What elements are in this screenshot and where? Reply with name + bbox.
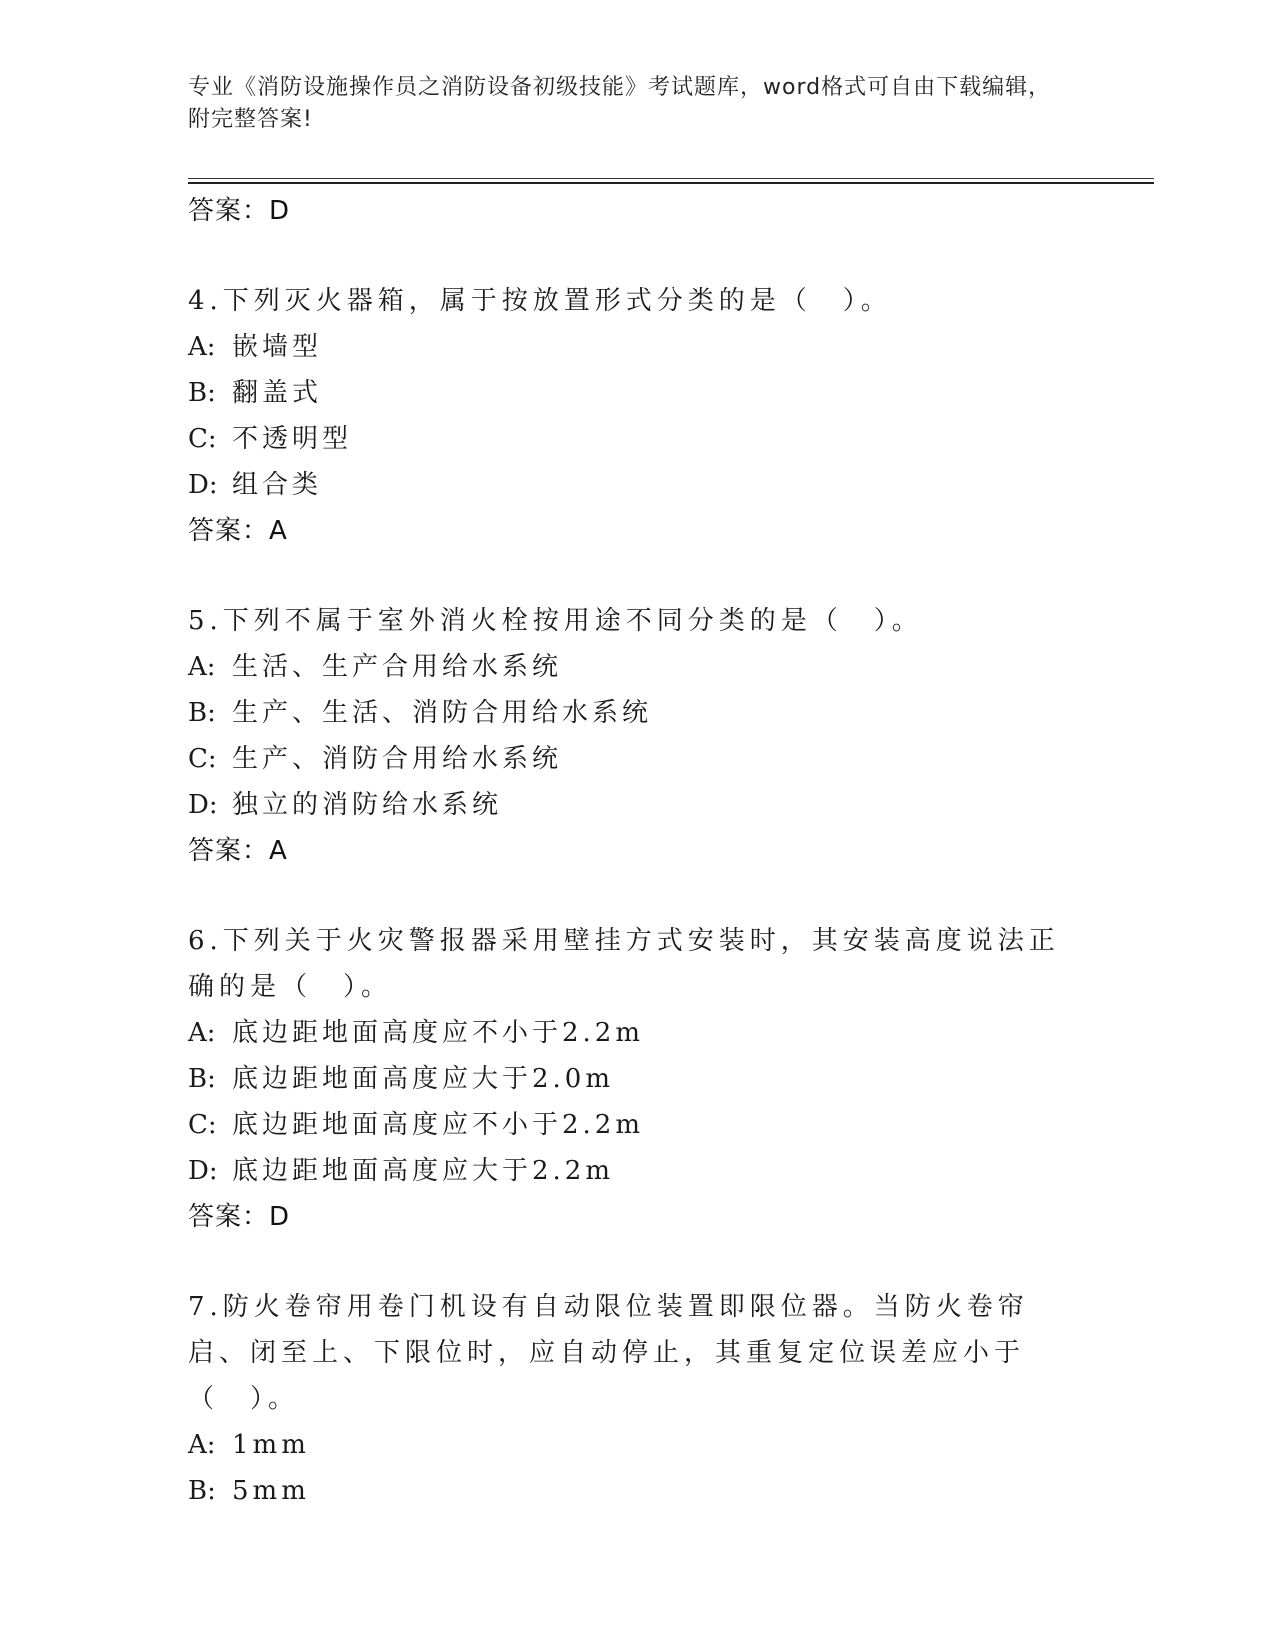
- option-text: 不透明型: [232, 424, 353, 454]
- option-text: 1mm: [232, 1430, 310, 1460]
- question-list: [188, 188, 1088, 1514]
- header-rule-thin: [188, 178, 1154, 179]
- option-letter: B:: [188, 1476, 216, 1506]
- document-header: 专业《消防设施操作员之消防设备初级技能》考试题库，word格式可自由下载编辑，附完整答案!: [188, 75, 1052, 132]
- question-text: 6.下列关于火灾警报器采用壁挂方式安装时，其安装高度说法正确的是（ ）。: [188, 926, 1060, 1002]
- option-a: [188, 324, 1088, 370]
- option-letter: A:: [188, 1430, 216, 1460]
- option-d: [188, 462, 1088, 508]
- question-block: [188, 278, 1088, 554]
- option-a: [188, 644, 1088, 690]
- option-c: [188, 736, 1088, 782]
- option-letter: B:: [188, 1064, 216, 1094]
- option-text: 嵌墙型: [232, 332, 323, 362]
- option-letter: A:: [188, 1018, 216, 1048]
- question-block: [188, 1284, 1088, 1514]
- option-text: 底边距地面高度应不小于2.2m: [232, 1110, 645, 1140]
- option-text: 生活、生产合用给水系统: [232, 652, 563, 682]
- option-letter: B:: [188, 378, 216, 408]
- option-letter: D:: [188, 1156, 218, 1186]
- question-text: 4.下列灭火器箱，属于按放置形式分类的是（ ）。: [188, 286, 892, 316]
- option-b: [188, 1056, 1088, 1102]
- option-text: 组合类: [232, 470, 323, 500]
- option-letter: C:: [188, 1110, 217, 1140]
- option-b: [188, 690, 1088, 736]
- option-text: 独立的消防给水系统: [232, 790, 503, 820]
- option-text: 底边距地面高度应大于2.0m: [232, 1064, 615, 1094]
- option-a: [188, 1422, 1088, 1468]
- option-text: 翻盖式: [232, 378, 323, 408]
- option-c: [188, 1102, 1088, 1148]
- answer-line: 答案：D: [188, 1202, 291, 1232]
- option-b: [188, 1468, 1088, 1514]
- option-b: [188, 370, 1088, 416]
- question-block: [188, 918, 1088, 1240]
- question-text: 7.防火卷帘用卷门机设有自动限位装置即限位器。当防火卷帘启、闭至上、下限位时，应自动停止，其重复定位误差应小于（ ）。: [188, 1292, 1029, 1414]
- option-c: [188, 416, 1088, 462]
- option-text: 生产、消防合用给水系统: [232, 744, 563, 774]
- option-letter: A:: [188, 652, 216, 682]
- option-letter: D:: [188, 470, 218, 500]
- option-text: 生产、生活、消防合用给水系统: [232, 698, 653, 728]
- answer-line: 答案：A: [188, 516, 288, 546]
- question-block: [188, 598, 1088, 874]
- header-rule-thick: [188, 182, 1154, 184]
- option-letter: A:: [188, 332, 216, 362]
- option-letter: D:: [188, 790, 218, 820]
- answer-line: 答案：A: [188, 836, 288, 866]
- option-d: [188, 1148, 1088, 1194]
- answer-line: 答案：D: [188, 196, 291, 226]
- option-letter: B:: [188, 698, 216, 728]
- question-text: 5.下列不属于室外消火栓按用途不同分类的是（ ）。: [188, 606, 923, 636]
- option-text: 底边距地面高度应大于2.2m: [232, 1156, 615, 1186]
- option-letter: C:: [188, 424, 217, 454]
- option-a: [188, 1010, 1088, 1056]
- option-letter: C:: [188, 744, 217, 774]
- option-d: [188, 782, 1088, 828]
- option-text: 5mm: [232, 1476, 310, 1506]
- option-text: 底边距地面高度应不小于2.2m: [232, 1018, 645, 1048]
